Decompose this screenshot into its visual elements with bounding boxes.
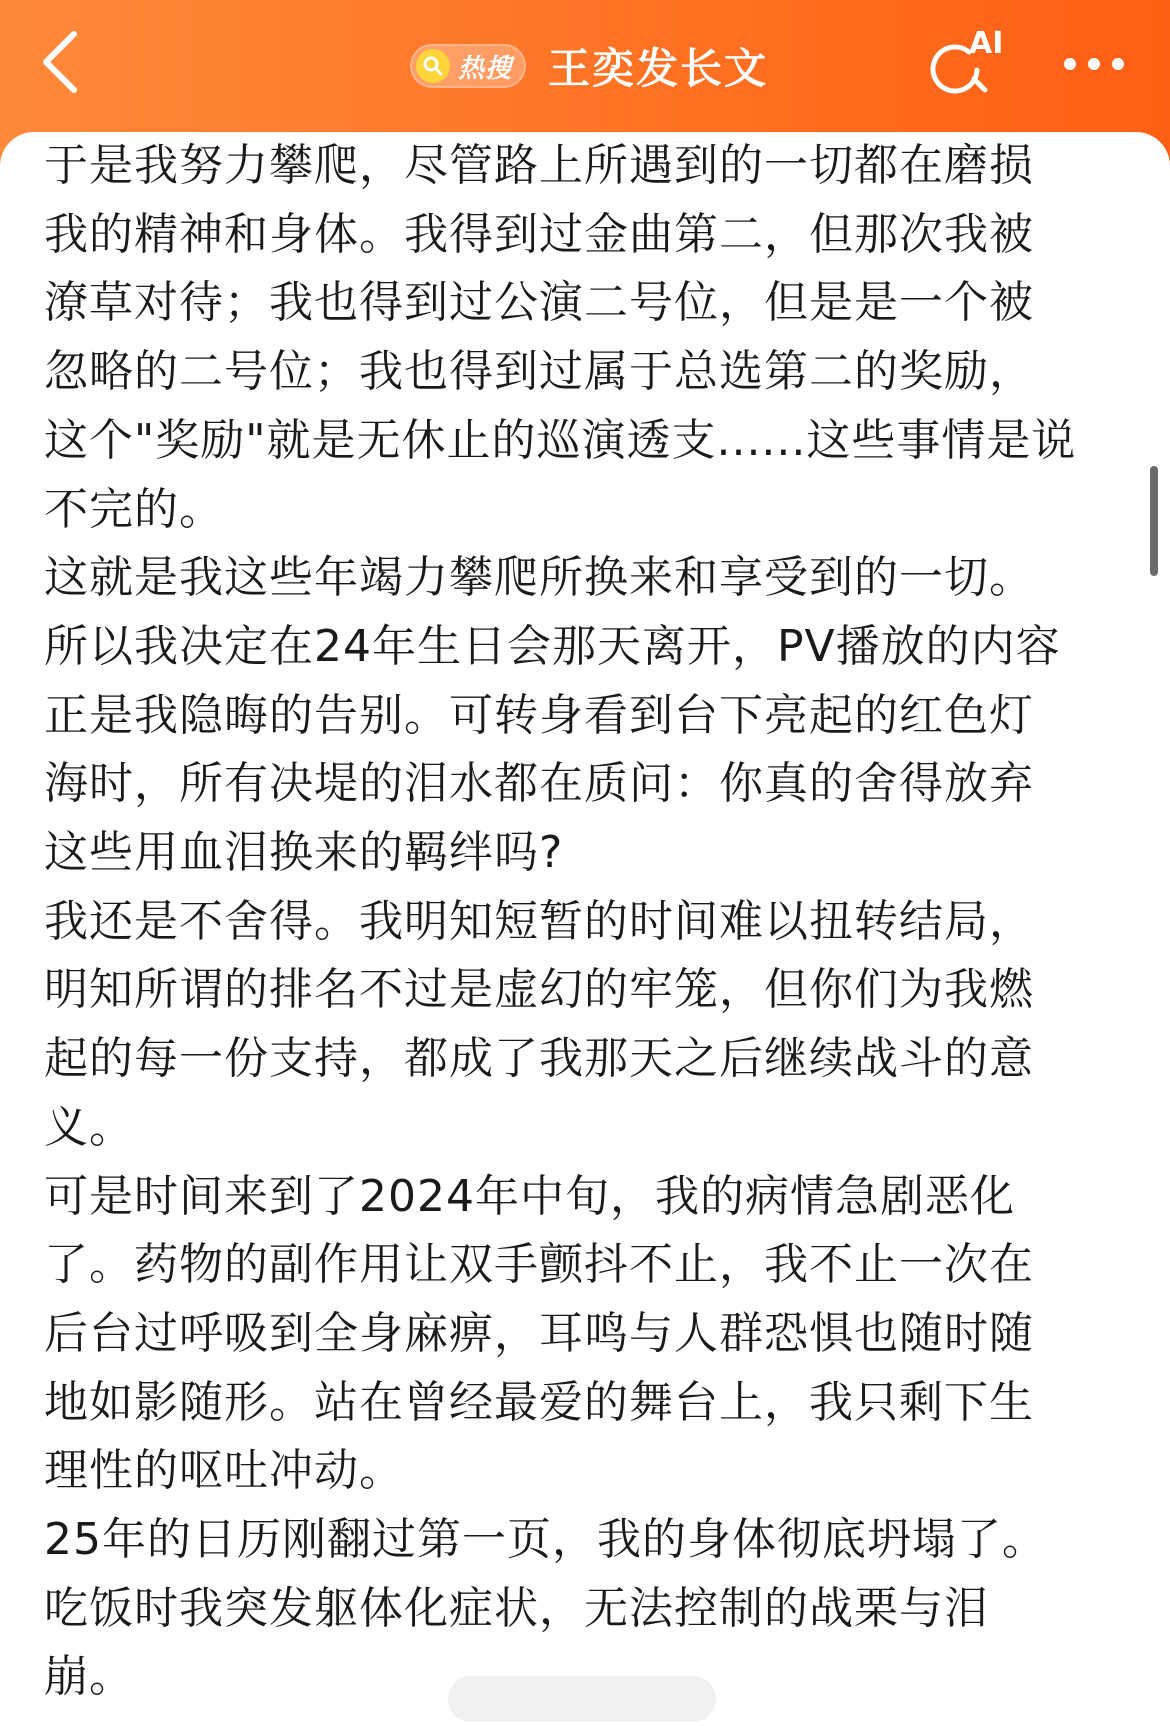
article-line: 我的精神和身体。我得到过金曲第二，但那次我被 <box>44 208 1034 260</box>
header-title-group <box>410 34 768 98</box>
article-line: 潦草对待；我也得到过公演二号位，但是是一个被 <box>44 277 1034 329</box>
article-line: 不完的。 <box>44 483 224 535</box>
article-line: 25年的日历刚翻过第一页，我的身体彻底坍塌了。 <box>44 1514 1047 1566</box>
article-line: 了。药物的副作用让双手颤抖不止，我不止一次在 <box>44 1239 1034 1291</box>
more-button[interactable] <box>1058 44 1138 84</box>
article-line: 可是时间来到了2024年中旬，我的病情急剧恶化 <box>44 1170 1015 1222</box>
article-body <box>0 132 1170 1712</box>
article-line: 这些用血泪换来的羁绊吗? <box>44 827 564 879</box>
article-line: 所以我决定在24年生日会那天离开，PV播放的内容 <box>44 620 1061 672</box>
article-line: 我还是不舍得。我明知短暂的时间难以扭转结局， <box>44 895 1034 947</box>
ai-search-button[interactable] <box>925 26 1005 100</box>
back-button[interactable] <box>30 28 100 98</box>
article-line: 正是我隐晦的告别。可转身看到台下亮起的红色灯 <box>44 689 1034 741</box>
hot-search-badge[interactable] <box>410 44 526 88</box>
article-line: 这个"奖励"就是无休止的巡演透支......这些事情是说 <box>44 414 1077 466</box>
article-line: 义。 <box>44 1101 134 1153</box>
back-arrow-icon <box>30 28 100 98</box>
article-content <box>0 132 1170 1726</box>
article-line: 海时，所有决堤的泪水都在质问：你真的舍得放弃 <box>44 758 1034 810</box>
article-line: 后台过呼吸到全身麻痹，耳鸣与人群恐惧也随时随 <box>44 1307 1034 1359</box>
article-line: 忽略的二号位；我也得到过属于总选第二的奖励， <box>44 346 1034 398</box>
article-line: 吃饭时我突发躯体化症状，无法控制的战栗与泪 <box>44 1582 989 1634</box>
article-line: 明知所谓的排名不过是虚幻的牢笼，但你们为我燃 <box>44 964 1034 1016</box>
more-dots-icon <box>1058 44 1138 84</box>
hot-search-label: 热搜 <box>458 53 513 84</box>
article-line: 起的每一份支持，都成了我那天之后继续战斗的意 <box>44 1033 1034 1085</box>
image-watermark-placeholder <box>448 1676 716 1722</box>
hot-search-icon <box>416 49 450 83</box>
ai-label: AI <box>969 26 1004 61</box>
article-line: 这就是我这些年竭力攀爬所换来和享受到的一切。 <box>44 552 1034 604</box>
article-line: 于是我努力攀爬，尽管路上所遇到的一切都在磨损 <box>44 140 1034 191</box>
vertical-scrollbar[interactable] <box>1150 466 1158 576</box>
article-line: 地如影随形。站在曾经最爱的舞台上，我只剩下生 <box>44 1376 1034 1428</box>
article-line: 理性的呕吐冲动。 <box>44 1445 404 1497</box>
page-title: 王奕发长文 <box>548 44 769 93</box>
article-line: 崩。 <box>44 1651 134 1703</box>
